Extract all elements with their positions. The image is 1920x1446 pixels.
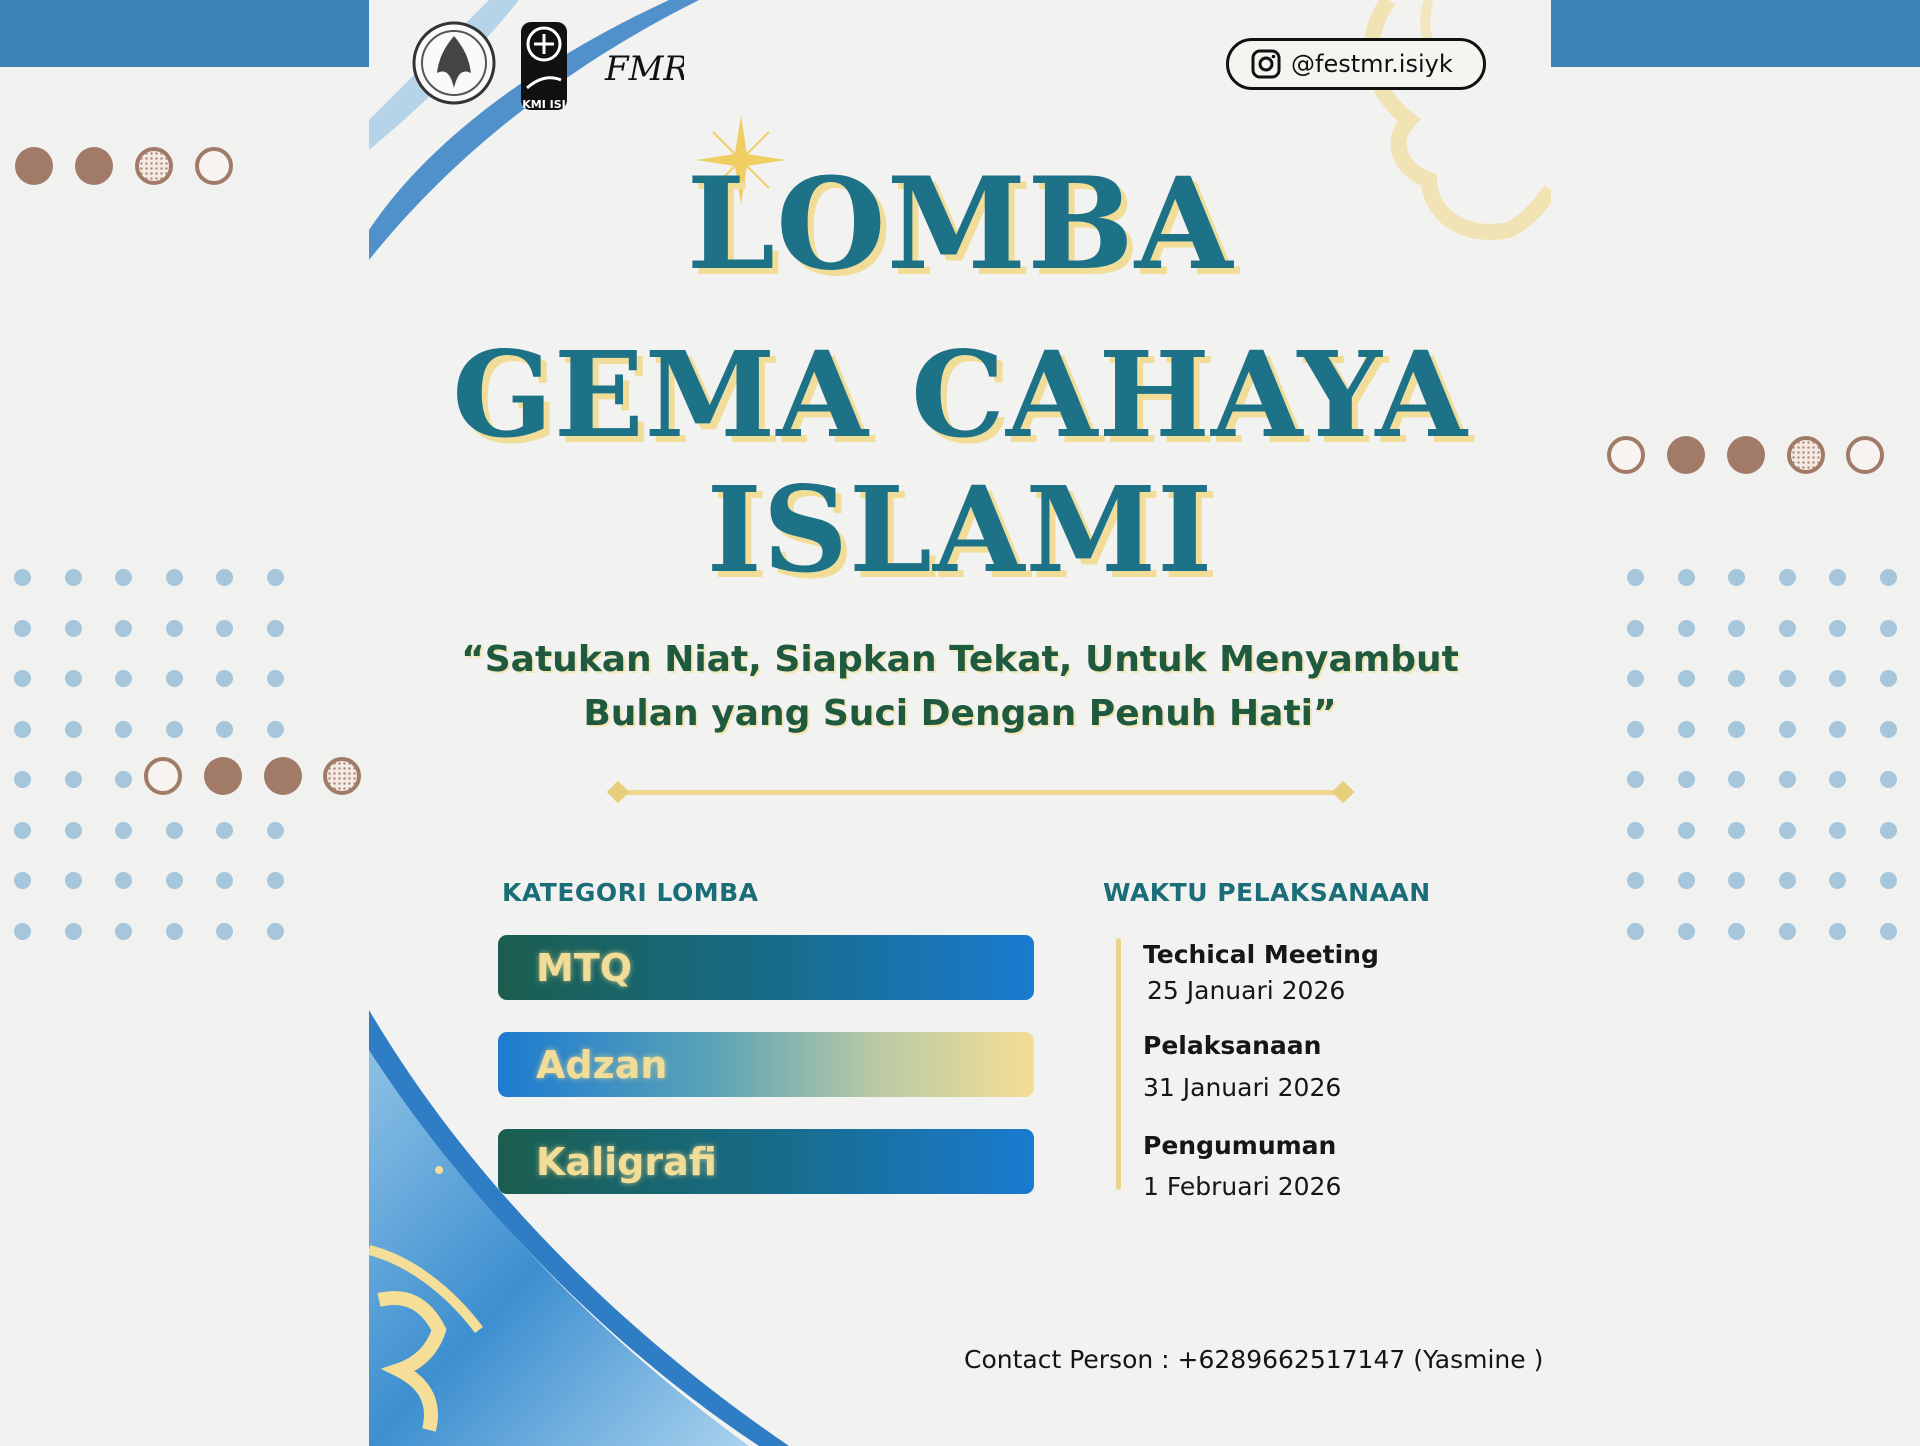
decor-dot (115, 923, 132, 940)
decor-dot (1829, 670, 1846, 687)
decor-dot (1779, 569, 1796, 586)
decor-circle (144, 757, 182, 795)
decor-circle (264, 757, 302, 795)
decor-dot (216, 620, 233, 637)
decor-dot (267, 923, 284, 940)
decor-dot (65, 670, 82, 687)
decor-dot (115, 620, 132, 637)
decor-dot (65, 923, 82, 940)
schedule-timeline-line (1116, 938, 1121, 1190)
decor-dot (1880, 620, 1897, 637)
decor-circle (204, 757, 242, 795)
title-line-2: GEMA CAHAYA (452, 325, 1468, 464)
tagline-line-2: Bulan yang Suci Dengan Penuh Hati” (583, 693, 1337, 734)
decor-dot (216, 923, 233, 940)
decor-dot (166, 569, 183, 586)
decor-dot (1728, 670, 1745, 687)
decor-dot (115, 822, 132, 839)
decor-dot (1728, 721, 1745, 738)
decor-dot (166, 872, 183, 889)
decor-dot (267, 670, 284, 687)
decor-dot (1678, 670, 1695, 687)
decor-dot (267, 569, 284, 586)
decor-dot (115, 721, 132, 738)
decor-dot (1678, 822, 1695, 839)
schedule-heading: WAKTU PELAKSANAAN (1103, 878, 1431, 907)
decor-dot (1678, 620, 1695, 637)
schedule-item-label: Techical Meeting (1143, 940, 1379, 969)
fmr-logo (589, 18, 684, 118)
decor-dot (115, 569, 132, 586)
decor-circle (1607, 436, 1645, 474)
schedule-item-label: Pelaksanaan (1143, 1031, 1322, 1060)
poster (369, 0, 1551, 1446)
decor-dot (1880, 721, 1897, 738)
decor-dot (1880, 771, 1897, 788)
decor-dot (1779, 872, 1796, 889)
divider-line (609, 790, 1351, 795)
decor-dot (216, 822, 233, 839)
decor-dot (14, 872, 31, 889)
decor-dot (14, 822, 31, 839)
decor-dot (65, 771, 82, 788)
decor-dot (115, 872, 132, 889)
decor-dot (1880, 872, 1897, 889)
decor-dot (216, 721, 233, 738)
decor-dot (115, 771, 132, 788)
decor-dot (1627, 923, 1644, 940)
decor-dot (1728, 569, 1745, 586)
tagline-line-1: “Satukan Niat, Siapkan Tekat, Untuk Menyambut (461, 639, 1459, 680)
category-adzan: Adzan (498, 1032, 1034, 1097)
decor-dot (1829, 822, 1846, 839)
decor-dot (1627, 569, 1644, 586)
decor-dot (267, 822, 284, 839)
decor-dot (1627, 721, 1644, 738)
decor-dot (267, 721, 284, 738)
decor-circle (1667, 436, 1705, 474)
decor-dot (1779, 721, 1796, 738)
decor-dot (1627, 822, 1644, 839)
decor-dot (1880, 569, 1897, 586)
schedule-item-date: 1 Februari 2026 (1143, 1172, 1342, 1201)
decor-dot (14, 923, 31, 940)
decor-dot (166, 620, 183, 637)
decor-dot (1880, 670, 1897, 687)
decor-circle (1727, 436, 1765, 474)
decor-dot (1728, 872, 1745, 889)
decor-dot (1678, 872, 1695, 889)
decor-dot (14, 569, 31, 586)
decor-dot (1880, 923, 1897, 940)
garuda-emblem-logo (409, 18, 499, 118)
decor-dot (1779, 620, 1796, 637)
title-line-1: LOMBA (686, 150, 1234, 298)
category-kaligrafi: Kaligrafi (498, 1129, 1034, 1194)
decor-dot (14, 721, 31, 738)
svg-text:FMR: FMR (604, 49, 684, 89)
decor-dot (65, 569, 82, 586)
decor-dot (1829, 771, 1846, 788)
decor-dot (166, 923, 183, 940)
schedule-item-label: Pengumuman (1143, 1131, 1337, 1160)
decor-dot (1829, 569, 1846, 586)
decor-dot (65, 872, 82, 889)
schedule-item-date: 31 Januari 2026 (1143, 1073, 1342, 1102)
decor-dot (1829, 923, 1846, 940)
decor-dot (1779, 670, 1796, 687)
frame-top-bar-right (1551, 0, 1920, 67)
decor-dot (1678, 771, 1695, 788)
decor-dot (216, 670, 233, 687)
contact-person: Contact Person : +6289662517147 (Yasmine ) (964, 1345, 1544, 1374)
schedule-item-date: 25 Januari 2026 (1147, 976, 1346, 1005)
decor-dot (14, 771, 31, 788)
decor-dot (1779, 822, 1796, 839)
decor-dot (1829, 721, 1846, 738)
decor-dot (1829, 620, 1846, 637)
decor-dot (1678, 569, 1695, 586)
instagram-icon (1251, 49, 1281, 79)
categories-heading: KATEGORI LOMBA (502, 878, 759, 907)
decor-dot (1728, 822, 1745, 839)
svg-text:KMI ISI: KMI ISI (522, 98, 566, 111)
decor-dot (1829, 872, 1846, 889)
decor-dot (65, 620, 82, 637)
decor-dot (166, 670, 183, 687)
instagram-handle[interactable] (1226, 38, 1486, 90)
decor-dot (166, 822, 183, 839)
decor-dot (65, 721, 82, 738)
decor-circle (323, 757, 361, 795)
decor-circle (195, 147, 233, 185)
decor-dot (1779, 771, 1796, 788)
decor-circle (1846, 436, 1884, 474)
decor-dot (267, 620, 284, 637)
decor-dot (1627, 670, 1644, 687)
decor-dot (1627, 771, 1644, 788)
decor-dot (14, 670, 31, 687)
decor-dot (216, 872, 233, 889)
category-mtq: MTQ (498, 935, 1034, 1000)
decor-dot (267, 872, 284, 889)
decor-dot (1678, 721, 1695, 738)
decor-dot (65, 822, 82, 839)
decor-dot (1627, 620, 1644, 637)
decor-dot (1627, 872, 1644, 889)
decor-dot (166, 721, 183, 738)
decor-dot (1728, 923, 1745, 940)
decor-dot (1779, 923, 1796, 940)
decor-circle (135, 147, 173, 185)
decor-dot (1728, 771, 1745, 788)
decor-dot (115, 670, 132, 687)
decor-circle (75, 147, 113, 185)
decor-dot (1728, 620, 1745, 637)
decor-dot (14, 620, 31, 637)
instagram-handle-text: @festmr.isiyk (1291, 50, 1453, 78)
decor-dot (1678, 923, 1695, 940)
kmi-isi-logo (519, 18, 569, 118)
decor-dot (216, 569, 233, 586)
decor-dot (1880, 822, 1897, 839)
decor-circle (1787, 436, 1825, 474)
decor-circle (15, 147, 53, 185)
title-line-3: ISLAMI (706, 460, 1214, 599)
frame-top-bar-left (0, 0, 369, 67)
